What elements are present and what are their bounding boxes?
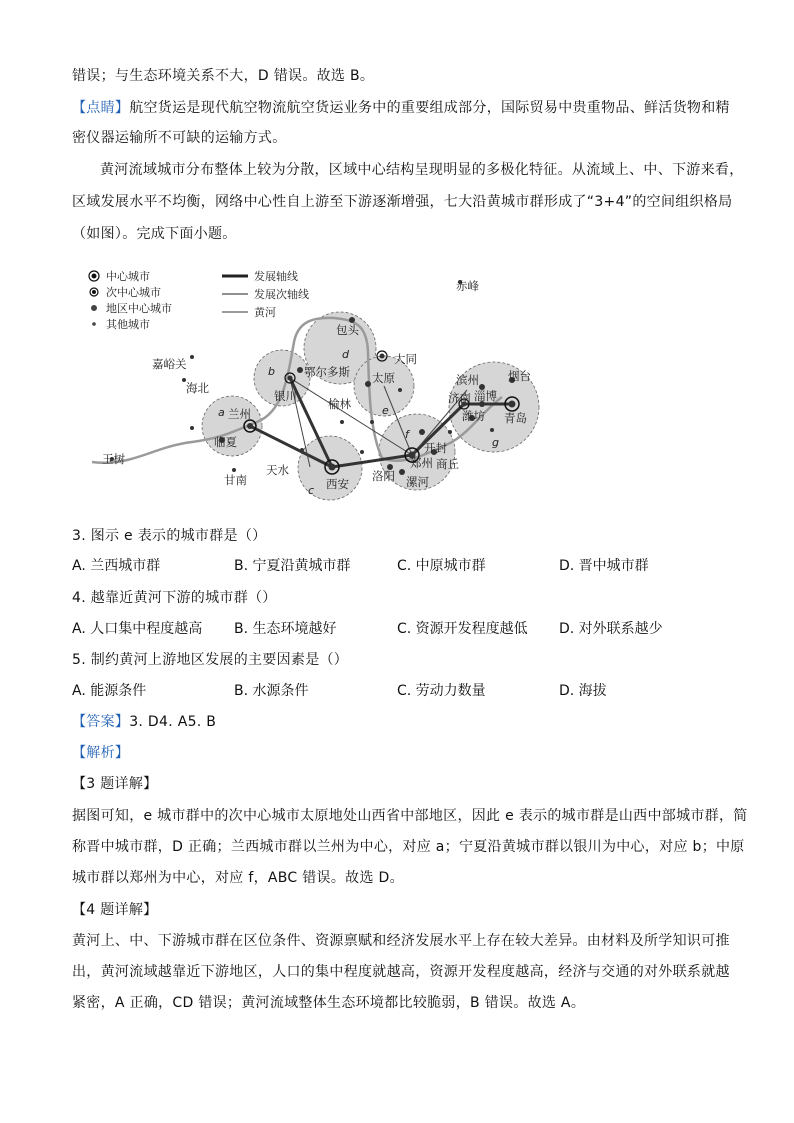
legend-center-city: 中心城市 bbox=[106, 270, 150, 283]
dianjing-tag: 【点睛】 bbox=[72, 100, 130, 116]
detail-4-line-1: 黄河上、中、下游城市群在区位条件、资源禀赋和经济发展水平上存在较大差异。由材料及所学知识可推 bbox=[72, 933, 730, 949]
answer-text: 3. D4. A5. B bbox=[129, 714, 217, 730]
label-linxia: 临夏 bbox=[214, 435, 237, 449]
legend-other-city: 其他城市 bbox=[106, 318, 150, 331]
label-yushu: 玉树 bbox=[102, 452, 125, 466]
question-4-option-a: A. 人口集中程度越高 bbox=[72, 621, 203, 637]
label-lanzhou: 兰州 bbox=[228, 407, 251, 421]
legend-sub-center-city: 次中心城市 bbox=[106, 286, 161, 299]
question-5-stem: 5. 制约黄河上游地区发展的主要因素是（） bbox=[72, 652, 349, 668]
label-datong: 大同 bbox=[394, 352, 417, 366]
question-3-stem: 3. 图示 e 表示的城市群是（） bbox=[72, 528, 267, 544]
detail-3-tag: 【3 题详解】 bbox=[72, 776, 158, 792]
label-chifeng: 赤峰 bbox=[456, 279, 479, 293]
detail-3-line-2: 称晋中城市群，D 正确；兰西城市群以兰州为中心，对应 a；宁夏沿黄城市群以银川为中心，对应 b；中原 bbox=[72, 839, 745, 855]
question-5-option-b: B. 水源条件 bbox=[234, 683, 309, 699]
label-jiayuguan: 嘉峪关 bbox=[152, 357, 187, 371]
label-shangqiu: 商丘 bbox=[436, 457, 459, 471]
question-4-option-b: B. 生态环境越好 bbox=[234, 621, 337, 637]
label-baotou: 包头 bbox=[336, 323, 359, 337]
question-5-option-d: D. 海拔 bbox=[559, 683, 607, 699]
letter-b: b bbox=[268, 365, 275, 378]
label-luoyang: 洛阳 bbox=[372, 469, 395, 483]
legend-yellow-river: 黄河 bbox=[254, 306, 276, 319]
map-legend bbox=[89, 269, 309, 331]
material-line-3: （如图）。完成下面小题。 bbox=[72, 226, 237, 242]
material-line-1: 黄河流域城市分布整体上较为分散，区域中心结构呈现明显的多极化特征。从流域上、中、下游来看， bbox=[100, 162, 744, 178]
label-binzhou: 滨州 bbox=[456, 373, 479, 387]
detail-3-line-3: 城市群以郑州为中心，对应 f，ABC 错误。故选 D。 bbox=[72, 870, 404, 886]
letter-c: c bbox=[308, 484, 315, 497]
legend-main-axis: 发展轴线 bbox=[254, 270, 298, 283]
answer-tag: 【答案】 bbox=[72, 714, 130, 730]
legend-sub-axis: 发展次轴线 bbox=[254, 288, 309, 301]
question-4-option-c: C. 资源开发程度越低 bbox=[397, 621, 528, 637]
analysis-tag: 【解析】 bbox=[72, 745, 130, 761]
question-3-option-c: C. 中原城市群 bbox=[397, 558, 486, 574]
question-3-option-b: B. 宁夏沿黄城市群 bbox=[234, 558, 351, 574]
label-luohe: 漯河 bbox=[406, 475, 429, 489]
letter-f: f bbox=[405, 428, 409, 441]
label-gannan: 甘南 bbox=[224, 473, 247, 487]
label-yulin: 榆林 bbox=[328, 397, 351, 411]
label-zhengzhou: 郑州 bbox=[410, 456, 433, 470]
detail-4-line-2: 出，黄河流域越靠近下游地区，人口的集中程度就越高，资源开发程度越高，经济与交通的对外联系就越 bbox=[72, 964, 730, 980]
question-3-option-a: A. 兰西城市群 bbox=[72, 558, 161, 574]
answer-line bbox=[72, 712, 216, 732]
question-4-stem: 4. 越靠近黄河下游的城市群（） bbox=[72, 590, 277, 606]
question-4-option-d: D. 对外联系越少 bbox=[559, 621, 663, 637]
label-kaifeng: 开封 bbox=[424, 441, 447, 455]
detail-4-tag: 【4 题详解】 bbox=[72, 902, 158, 918]
letter-d: d bbox=[342, 348, 349, 361]
dianjing-line-2: 密仪器运输所不可缺的运输方式。 bbox=[72, 130, 287, 146]
label-haibei: 海北 bbox=[186, 381, 209, 395]
legend-regional-center: 地区中心城市 bbox=[106, 302, 172, 315]
prev-paragraph-line: 错误；与生态环境关系不大，D 错误。故选 B。 bbox=[72, 68, 375, 84]
detail-4-line-3: 紧密，A 正确，CD 错误；黄河流域整体生态环境都比较脆弱，B 错误。故选 A。 bbox=[72, 995, 586, 1011]
question-5-option-c: C. 劳动力数量 bbox=[397, 683, 486, 699]
dianjing-line-1 bbox=[72, 98, 730, 118]
letter-a: a bbox=[218, 406, 225, 419]
label-qingdao: 青岛 bbox=[504, 411, 527, 425]
city-cluster-map bbox=[72, 262, 552, 502]
detail-3-line-1: 据图可知，e 城市群中的次中心城市太原地处山西省中部地区，因此 e 表示的城市群是山西中部城市群，简 bbox=[72, 808, 748, 824]
label-yantai: 烟台 bbox=[508, 369, 531, 383]
letter-e: e bbox=[382, 404, 389, 417]
label-zibo: 淄博 bbox=[474, 389, 497, 403]
label-yinchuan: 银川 bbox=[274, 389, 297, 403]
material-line-2: 区域发展水平不均衡，网络中心性自上游至下游逐渐增强，七大沿黄城市群形成了“3+4”的空间组织格局 bbox=[72, 194, 733, 210]
label-taiyuan: 太原 bbox=[372, 371, 395, 385]
letter-g: g bbox=[492, 436, 499, 449]
label-tianshui: 天水 bbox=[266, 463, 289, 477]
label-weifang: 潍坊 bbox=[462, 409, 485, 423]
question-3-option-d: D. 晋中城市群 bbox=[559, 558, 649, 574]
label-xian: 西安 bbox=[326, 477, 349, 491]
dianjing-text: 航空货运是现代航空物流航空货运业务中的重要组成部分，国际贸易中贵重物品、鲜活货物和精 bbox=[129, 100, 730, 116]
question-5-option-a: A. 能源条件 bbox=[72, 683, 147, 699]
label-jinan: 济南 bbox=[448, 391, 471, 405]
label-ordos: 鄂尔多斯 bbox=[304, 365, 350, 379]
